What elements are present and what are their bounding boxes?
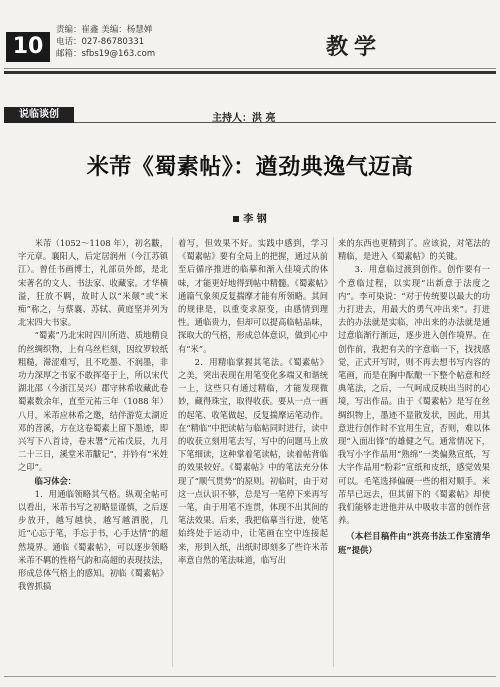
credit-note: （本栏目稿件由“洪亮书法工作室清华班”提供） bbox=[338, 531, 490, 555]
page-number: 10 bbox=[6, 32, 50, 62]
paragraph: 米芾（1052～1108 年），初名黻，字元章。襄阳人，后定居润州（今江苏镇江）。曾任书画博士，礼部员外郎，是北宋著名的文人、书法家、收藏家。才华横溢，狂放不羁，故时人以“米颠”或“米痴”称之，与蔡襄、苏轼、黄庭坚并列为北宋四大书家。 bbox=[18, 238, 168, 328]
page-meta bbox=[56, 24, 155, 60]
header-rule-thick bbox=[4, 71, 496, 74]
column-3 bbox=[338, 237, 490, 557]
section-title: 教学 bbox=[326, 35, 383, 60]
byline bbox=[0, 210, 500, 225]
header-rule-thin bbox=[4, 68, 496, 69]
paragraph: 1．用通临领略其气格。纵观全帖可以看出，米芾书写之初略显谨慎，之后逐步放开，越写越快，越写越洒脱，几近“心忘于笔，手忘于书，心手达情”的超然境界。通临《蜀素帖》，可以逐步领略米芾不羁的性格气韵和高超的表现技法，形成总体气格上的感知。初临《蜀素帖》我曾抓搞 bbox=[18, 488, 168, 592]
column-divider bbox=[333, 237, 334, 667]
phone-line: 电话：027-86780331 bbox=[56, 37, 145, 47]
column-1 bbox=[18, 237, 168, 593]
bottom-rule bbox=[4, 676, 496, 677]
paragraph: 3．用意临过渡到创作。创作要有一个意临过程，以实现“出新意于法度之内”。李可染说：“对于传统要以最大的功力打进去，用最大的勇气冲出来”。打进去的办法就是实临，冲出来的办法就是通过意临渐行渐远，逐步进入创作境界。在创作前，我把有关的字意临一下，找找感觉，正式开写时，则不再去想书写内容的笔画，而是在胸中酝酿一下整个帖意和经典笔法，之后，一气呵成反映出当时的心境，写出作品。由于《蜀素帖》是写在丝绸织物上，墨迹不显散发状，因此，用其意进行创作时不宜用生宣，否则，难以体现“入面出锋”的雄健之气。通常情况下，我写小字作品用“熟绵”一类偏熟宣纸，写大字作品用“粉彩”宣纸和皮纸，感觉效果可以。毛笔选择偏硬一些的相对顺手。米芾早已远去，但其留下的《蜀素帖》却使我们能够走进他并从中吸收丰富的创作营养。 bbox=[338, 264, 490, 526]
column-divider bbox=[172, 237, 173, 667]
byline-square-icon bbox=[233, 216, 239, 222]
article-headline: 米芾《蜀素帖》：遒劲典逸气迈高 bbox=[86, 155, 414, 180]
column-tag: 说临谈创 bbox=[4, 107, 74, 123]
editors-line: 责编：崔鑫 美编：杨慧婵 bbox=[56, 25, 153, 35]
author-name: 李 钢 bbox=[243, 214, 267, 225]
paragraph: 2．用精临掌握其笔法。《蜀素帖》之美，突出表现在用笔变化多端又和谐统一上，这些只有通过精临，才能发现微妙，藏得珠宝，取得收获。要从一点一画的起笔、收笔做起，反复揣摩运笔动作。在“精临”中把读帖与临帖同时进行，读中的收获立刻用笔去写，写中的问题马上放下笔细读，这种掌着笔读帖，读着帖背临的效果较好。《蜀素帖》中的笔法充分体现了“顺气贯势”的原则。初临时，由于对这一点认识不够，总是写一笔停下来再写一笔，由于用笔不连贯，体现不出其间的笔法效果。后来，我把临摹当行进，使笔始终处于运动中，让笔画在空中连接起来，形到入纸，出纸时即刻多了些许米芾率意自然的笔法味道，临写出 bbox=[178, 356, 328, 565]
paragraph: 着写，但效果不好。实践中感到，学习《蜀素帖》要有全局上的把握，通过从前至后循序推进的临摹和渐入佳境式的体味，才能更好地得到帖中精髓。《蜀素帖》通篇气象须反复揣摩才能有所领略。其间的规律是，以重变求原变，由感情到理性。通临贵力，但却可以提高临帖品味，探取大的气格，形成总体意识，做到心中有“米”。 bbox=[178, 238, 328, 354]
paragraph: 来的东西也更精到了。应该说，对笔法的精临，是进入《蜀素帖》的关键。 bbox=[338, 238, 490, 262]
email-line: 邮箱：sfbs19@163.com bbox=[56, 49, 156, 59]
paragraph: “蜀素”乃北宋时四川所造、质地精良的丝绸织物，上有乌丝栏刻，因纹罗较纸粗糙，滞涩难写，且不吃墨、不润墨，非功力深厚之书家不敢挥毫于上，所以宋代湖北邵（今浙江吴兴）郡守林希收藏此卷蜀素数余年，直至元祐三年（1088 年）八月，米芾应林希之邀，结伴游览太湖近邓的苕溪，方在这卷蜀素上留下墨迹，即兴写下八首诗，卷末署“元祐戊辰，九月二十三日，溪堂米芾黻记”，并钤有“米姓之印”。 bbox=[18, 330, 168, 473]
column-2 bbox=[178, 237, 328, 567]
column-rule bbox=[74, 122, 496, 123]
host-line: 主持人：洪 亮 bbox=[212, 113, 276, 124]
subheading: 临习体会： bbox=[34, 475, 77, 486]
